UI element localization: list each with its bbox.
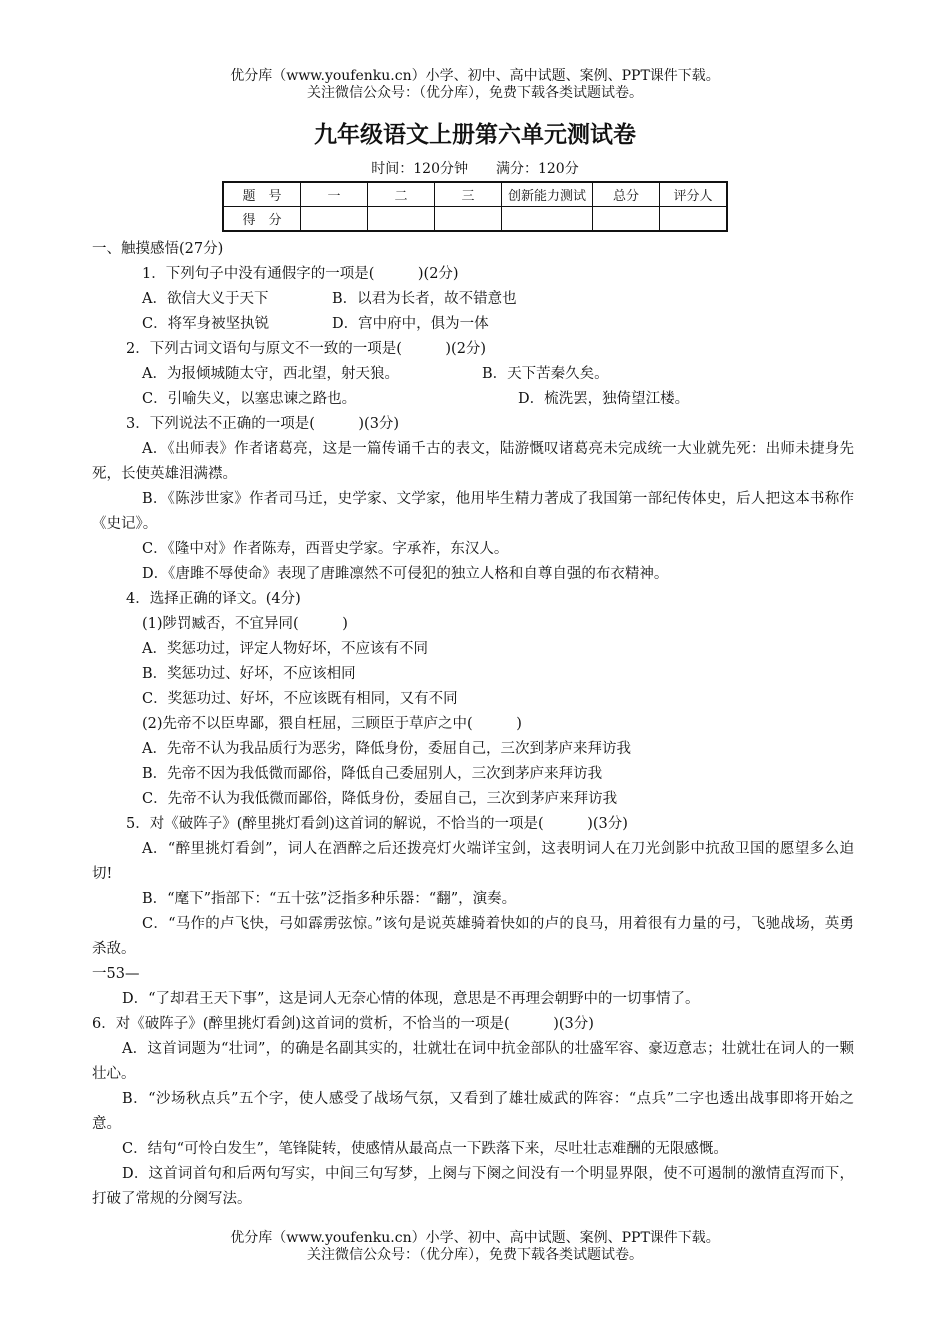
- q2-option-d: D．梳洗罢，独倚望江楼。: [518, 391, 690, 407]
- q4-sub1-option-b: B．奖惩功过、好坏，不应该相同: [142, 666, 356, 682]
- score-cell[interactable]: [301, 207, 368, 232]
- q4-sub1-option-a: A．奖惩功过，评定人物好坏，不应该有不同: [142, 641, 428, 657]
- q5-option-b: B．“麾下”指部下：“五十弦”泛指多种乐器：“翻”，演奏。: [142, 891, 517, 907]
- q6-stem: 6．对《破阵子》(醉里挑灯看剑)这首词的赏析，不恰当的一项是( )(3分): [92, 1016, 594, 1032]
- score-header-label: 题 号: [223, 182, 301, 207]
- header-line2: 关注微信公众号：（优分库），免费下载各类试题试卷。: [307, 85, 643, 101]
- q1-option-c: C．将军身被坚执锐: [142, 316, 270, 332]
- q6-option-d: D．这首词首句和后两句写实，中间三句写梦，上阕与下阕之间没有一个明显界限，使不可遏制的激情直泻而下，打破了常规的分阕写法。: [92, 1166, 854, 1207]
- q4-sub2: (2)先帝不以臣卑鄙，猥自枉屈，三顾臣于草庐之中( ): [142, 716, 522, 732]
- q3-stem: 3．下列说法不正确的一项是( )(3分): [126, 416, 400, 432]
- score-cell[interactable]: [593, 207, 660, 232]
- q3-option-a: A．《出师表》作者诸葛亮，这是一篇传诵千古的表文，陆游慨叹诸葛亮未完成统一大业就先死：出师未捷身先死，长使英雄泪满襟。: [92, 441, 854, 482]
- footer-line1: 优分库（www.youfenku.cn）小学、初中、高中试题、案例、PPT课件下载。: [230, 1230, 720, 1246]
- score-table: [222, 181, 728, 232]
- q5-option-c: C．“马作的卢飞快，弓如霹雳弦惊。”该句是说英雄骑着快如的卢的良马，用着很有力量的弓，飞驰战场，英勇杀敌。: [92, 916, 854, 957]
- q1-stem: 1．下列句子中没有通假字的一项是( )(2分): [142, 266, 459, 282]
- q1-options-cd: [92, 312, 854, 337]
- q1-option-d: D．宫中府中，俱为一体: [332, 316, 489, 332]
- q2-option-c: C．引喻失义，以塞忠谏之路也。: [142, 391, 357, 407]
- page-title: 九年级语文上册第六单元测试卷: [314, 122, 636, 148]
- score-header-innovation: 创新能力测试: [502, 182, 593, 207]
- score-cell[interactable]: [660, 207, 728, 232]
- q2-options-cd: [92, 387, 854, 412]
- q4-sub2-option-b: B．先帝不因为我低微而鄙俗，降低自己委屈别人，三次到茅庐来拜访我: [142, 766, 603, 782]
- section-heading: 一、触摸感悟(27分): [92, 241, 224, 257]
- page-header: [0, 68, 950, 102]
- q6-option-a: A．这首词题为“壮词”，的确是名副其实的，壮就壮在词中抗金部队的壮盛军容、豪迈意志；壮就壮在词人的一颗壮心。: [92, 1041, 854, 1082]
- q2-option-a: A．为报倾城随太守，西北望，射天狼。: [142, 366, 399, 382]
- page-number: 一53—: [92, 966, 140, 982]
- exam-content: [92, 237, 854, 1212]
- q1-option-b: B．以君为长者，故不错意也: [332, 291, 517, 307]
- q4-sub2-option-a: A．先帝不认为我品质行为恶劣，降低身份，委屈自己，三次到茅庐来拜访我: [142, 741, 631, 757]
- q4-sub2-option-c: C．先帝不认为我低微而鄙俗，降低身份，委屈自己，三次到茅庐来拜访我: [142, 791, 618, 807]
- footer-line2: 关注微信公众号：（优分库），免费下载各类试题试卷。: [307, 1247, 643, 1263]
- q1-option-a: A．欲信大义于天下: [142, 291, 269, 307]
- score-row-label: 得 分: [223, 207, 301, 232]
- score-header-1: 一: [301, 182, 368, 207]
- q4-sub1: (1)陟罚臧否，不宜异同( ): [142, 616, 348, 632]
- score-header-2: 二: [368, 182, 435, 207]
- q1-options-ab: [92, 287, 854, 312]
- score-header-grader: 评分人: [660, 182, 728, 207]
- q6-option-b: B．“沙场秋点兵”五个字，使人感受了战场气氛，又看到了雄壮威武的阵容：“点兵”二字也透出战事即将开始之意。: [92, 1091, 854, 1132]
- page-footer: [0, 1230, 950, 1264]
- header-line1: 优分库（www.youfenku.cn）小学、初中、高中试题、案例、PPT课件下载。: [230, 68, 720, 84]
- q3-option-b: B．《陈涉世家》作者司马迁，史学家、文学家，他用毕生精力著成了我国第一部纪传体史，后人把这本书称作《史记》。: [92, 491, 854, 532]
- q2-option-b: B．天下苦秦久矣。: [482, 366, 609, 382]
- score-cell[interactable]: [435, 207, 502, 232]
- q3-option-d: D．《唐雎不辱使命》表现了唐雎凛然不可侵犯的独立人格和自尊自强的布衣精神。: [142, 566, 669, 582]
- q6-option-c: C．结句“可怜白发生”，笔锋陡转，使感情从最高点一下跌落下来，尽吐壮志难酬的无限感慨。: [122, 1141, 728, 1157]
- score-cell[interactable]: [368, 207, 435, 232]
- time-info: 时间：120分钟 满分：120分: [371, 161, 579, 177]
- q5-stem: 5．对《破阵子》(醉里挑灯看剑)这首词的解说，不恰当的一项是( )(3分): [126, 816, 628, 832]
- score-header-total: 总分: [593, 182, 660, 207]
- q5-option-d: D．“了却君王天下事”，这是词人无奈心情的体现，意思是不再理会朝野中的一切事情了。: [122, 991, 700, 1007]
- q2-options-ab: [92, 362, 854, 387]
- q5-option-a: A．“醉里挑灯看剑”，词人在酒醉之后还拨亮灯火端详宝剑，这表明词人在刀光剑影中抗敌卫国的愿望多么迫切!: [92, 841, 854, 882]
- score-header-3: 三: [435, 182, 502, 207]
- score-cell[interactable]: [502, 207, 593, 232]
- q2-stem: 2．下列古词文语句与原文不一致的一项是( )(2分): [126, 341, 487, 357]
- q4-stem: 4．选择正确的译文。(4分): [126, 591, 301, 607]
- q4-sub1-option-c: C．奖惩功过、好坏，不应该既有相同，又有不同: [142, 691, 458, 707]
- q3-option-c: C．《隆中对》作者陈寿，西晋史学家。字承祚，东汉人。: [142, 541, 509, 557]
